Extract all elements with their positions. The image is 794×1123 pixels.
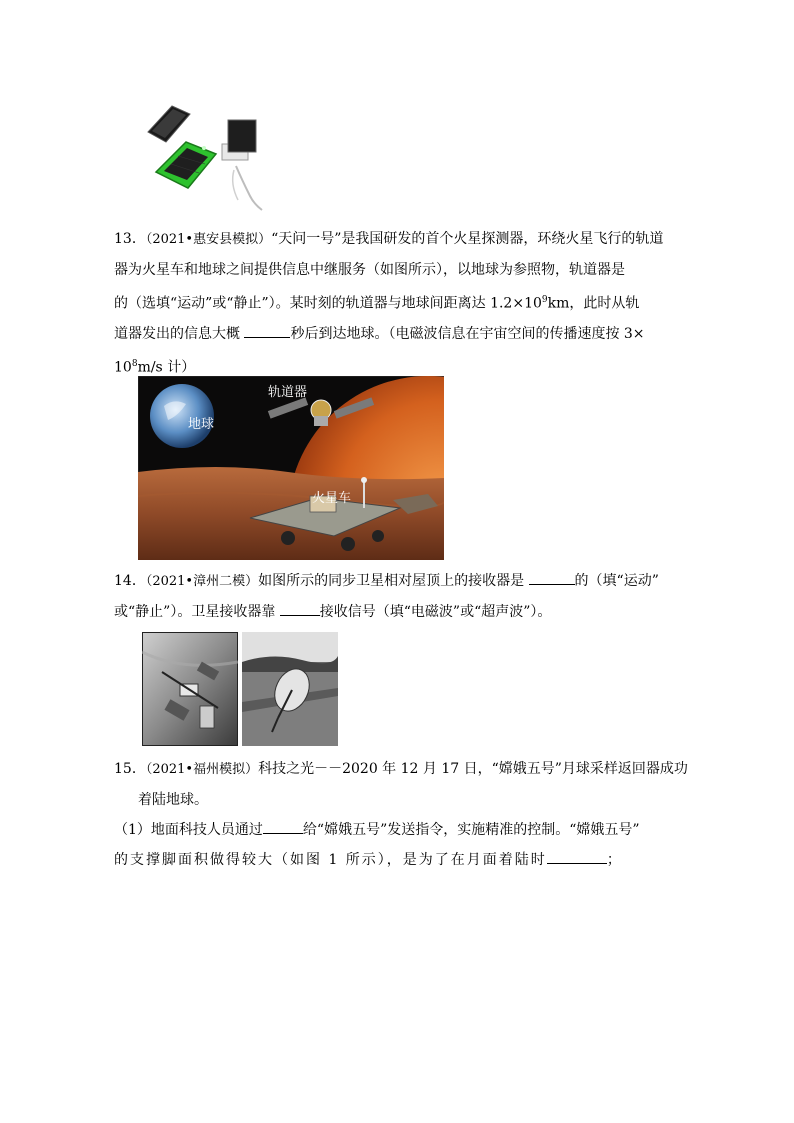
solar-panel-icon	[156, 142, 216, 188]
question-text-line: 给“嫦娥五号”发送指令，实施精准的控制。“嫦娥五号”	[302, 822, 640, 838]
question-text-line: 着陆地球。	[138, 792, 208, 808]
question-15	[114, 754, 688, 875]
earth-icon	[150, 384, 214, 448]
question-text-line: 科技之光－－2020 年 12 月 17 日，“嫦娥五号”月球采样返回器成功	[258, 761, 688, 777]
question-text-line: km，此时从轨	[547, 295, 640, 312]
mars-orbiter-figure	[138, 376, 444, 560]
solar-power-bank-figure	[138, 100, 268, 212]
question-13	[114, 224, 680, 382]
small-device-icon	[228, 120, 256, 152]
question-number: 14．	[114, 573, 146, 589]
label-rover: 火星车	[312, 491, 352, 506]
satellite-photo	[142, 632, 238, 746]
exponent: 9	[541, 295, 548, 305]
question-text-line: 器为火星车和地球之间提供信息中继服务（如图所示），以地球为参照物，轨道器是	[114, 262, 625, 278]
question-text-line: （1）地面科技人员通过	[114, 822, 263, 838]
question-text-line: ；	[606, 852, 623, 868]
question-text-line: m/s 计）	[137, 359, 196, 376]
question-source: （2021•漳州二模）	[145, 574, 259, 589]
question-source: （2021•福州模拟）	[145, 762, 259, 777]
label-earth: 地球	[188, 417, 215, 432]
label-orbiter: 轨道器	[268, 385, 308, 400]
question-number: 15．	[114, 761, 146, 777]
question-text-line: 道器发出的信息大概	[114, 325, 245, 342]
answer-blank[interactable]	[263, 817, 303, 834]
question-text-line: 10	[114, 359, 132, 376]
question-text-line: 的（填“运动”	[574, 573, 659, 589]
phone-icon	[148, 106, 190, 142]
answer-blank[interactable]	[244, 321, 290, 338]
question-text-line: 的（选填“运动”或“静止”）。某时刻的轨道器与地球间距离达 1.2×10	[114, 295, 542, 312]
dish-receiver-photo	[242, 632, 338, 746]
question-text-line: 或“静止”）。卫星接收器靠	[114, 604, 280, 620]
question-text-line: 接收信号（填“电磁波”或“超声波”）。	[319, 604, 552, 620]
question-text-line: “天问一号”是我国研发的首个火星探测器，环绕火星飞行的轨道	[271, 231, 664, 247]
question-source: （2021•惠安县模拟）	[145, 232, 272, 247]
question-number: 13．	[114, 231, 146, 247]
answer-blank[interactable]	[547, 847, 607, 864]
question-text-line: 的支撑脚面积做得较大（如图 1 所示），是为了在月面着陆时	[114, 852, 547, 868]
question-14	[114, 566, 680, 627]
answer-blank[interactable]	[529, 568, 575, 585]
answer-blank[interactable]	[280, 599, 320, 616]
question-text-line: 如图所示的同步卫星相对屋顶上的接收器是	[258, 573, 529, 589]
exponent: 8	[131, 358, 138, 369]
question-text-line: 秒后到达地球。（电磁波信息在宇宙空间的传播速度按 3×	[290, 325, 645, 342]
